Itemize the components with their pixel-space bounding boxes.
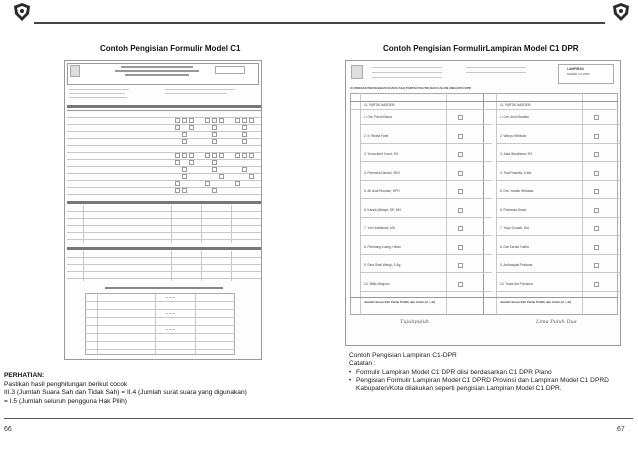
caption-heading: Contoh Pengisian Lampiran C1-DPR <box>349 352 457 359</box>
party-name-right: 11. PARTAI NASDEM <box>500 103 531 107</box>
caption-bullet: • Pengisian Formulir Lampiran Model C1 DPRD Provinsi dan Lampiran Model C1 DPRD Kabupaten/Kota dilakukan seperti pengisian Lampiran Model C1 DPR. <box>349 377 631 394</box>
vote-count-box <box>594 245 599 250</box>
vote-count-box <box>458 282 463 287</box>
caption-sub: Catatan : <box>349 360 376 368</box>
candidate-name: 4. Permana Daniari, SEH <box>364 170 400 175</box>
form-subtitle: IV. RINCIAN PEROLEHAN SUARA SAH PARTAI POLITIK DAN CALON ANGGOTA DPR <box>350 86 471 90</box>
form-c1-image: ~~~ ~~~ ~~~ <box>64 60 262 360</box>
candidate-name: 1. Drs. Andi Mardani <box>500 115 529 119</box>
candidate-row-line <box>360 161 492 162</box>
candidate-row-line <box>496 254 621 255</box>
lampiran-c1-dpr-image <box>345 60 621 346</box>
candidate-row-line <box>360 272 492 273</box>
vote-count-box <box>594 115 599 120</box>
handwritten-total-right: Lima Puluh Dua <box>536 319 577 325</box>
candidate-name: 2. Ir. Ristna Fanti <box>364 133 389 138</box>
attention-heading: PERHATIAN: <box>4 372 45 379</box>
vote-count-box <box>594 152 599 157</box>
candidate-row-line <box>360 198 492 199</box>
vote-count-box <box>594 226 599 231</box>
candidate-row-line <box>360 217 492 218</box>
vote-count-box <box>594 189 599 194</box>
footer-rule <box>4 418 319 419</box>
party-name-left: 11. PARTAI NASDEM <box>364 103 395 107</box>
candidate-name: 10. Tuahi Hia Purnama <box>500 281 533 286</box>
candidate-name: 3. Jaka Wardhana, SH <box>500 152 532 156</box>
candidate-name: 2. Wahyu Wibisido <box>500 133 527 138</box>
total-label-left: Jumlah Suara Sah Partai Politik dan Calon (A + B) <box>364 300 435 304</box>
candidate-name: 1. Drs. Pandi Rama <box>364 115 392 119</box>
caption <box>349 352 631 393</box>
candidate-name: 6. Karsia Widayu, SE, MH <box>364 207 401 212</box>
candidate-row-line <box>360 235 492 236</box>
candidate-row-line <box>496 217 621 218</box>
lampiran-label: LAMPIRAN <box>567 67 584 71</box>
lampiran-label-box <box>558 64 614 84</box>
candidate-name: 5. Ari Andi Rusman, DPH <box>364 189 400 193</box>
vote-count-box <box>458 171 463 176</box>
vote-count-box <box>594 134 599 139</box>
candidate-row-line <box>496 272 621 273</box>
page-number: 67 <box>617 426 625 433</box>
page-title: Contoh Pengisian FormulirLampiran Model C1 DPR <box>383 44 579 53</box>
candidate-name: 10. Willis Ningrum <box>364 281 390 286</box>
attention-line-2: III.3 (Jumlah Suara Sah dan Tidak Sah) = II.4 (Jumlah surat suara yang digunakan) <box>4 389 247 397</box>
model-label: MODEL C1-DPR <box>567 72 590 76</box>
attention-line-3: = I.5 (Jumlah seluruh pengguna Hak Pilih) <box>4 397 127 405</box>
caption-bullet: • Formulir Lampiran Model C1 DPR diisi berdasarkan C1 DPR Plano <box>349 369 631 377</box>
vote-count-box <box>594 282 599 287</box>
vote-count-box <box>458 152 463 157</box>
candidate-row-line <box>360 291 492 292</box>
candidate-name: 5. Drs. Yandar Wirasasi <box>500 189 534 193</box>
vote-count-box <box>458 189 463 194</box>
candidate-name: 8. Dwi Karnia Yudha <box>500 244 529 249</box>
vote-count-box <box>458 115 463 120</box>
header-rule <box>34 22 319 24</box>
page-title: Contoh Pengisian Formulir Model C1 <box>100 44 241 53</box>
vote-count-box <box>594 208 599 213</box>
vote-count-box <box>458 263 463 268</box>
candidate-row-line <box>496 198 621 199</box>
candidate-name: 4. Tirai Prasetia, A.Md <box>500 170 532 175</box>
candidate-name: 8. Pendiang Luang, Hidan <box>364 244 401 249</box>
candidate-row-line <box>496 180 621 181</box>
candidate-row-line <box>496 161 621 162</box>
candidate-row-line <box>496 143 621 144</box>
right-page <box>319 0 638 453</box>
candidate-row-line <box>496 291 621 292</box>
vote-count-box <box>594 263 599 268</box>
vote-count-box <box>594 171 599 176</box>
candidate-row-line <box>496 124 621 125</box>
candidate-name: 6. Putriansa Dewa <box>500 207 527 212</box>
header-rule <box>319 22 605 24</box>
candidate-row-line <box>360 180 492 181</box>
candidate-row-line <box>360 254 492 255</box>
candidate-name: 7. Yunl Irsttianani, MA <box>364 226 395 230</box>
handwritten-total-left: Tujuhpuluh <box>400 319 430 325</box>
candidate-row-line <box>496 235 621 236</box>
vote-count-box <box>458 226 463 231</box>
candidate-name: 7. Yugo Gunadi, Dsc <box>500 226 530 230</box>
footer-rule <box>319 418 633 419</box>
vote-count-box <box>458 134 463 139</box>
total-label-right: Jumlah Suara Sah Partai Politik dan Calon (A + B) <box>500 300 571 304</box>
candidate-row-line <box>360 143 492 144</box>
kpu-logo-icon <box>14 3 30 21</box>
caption-bullet-list <box>349 369 631 394</box>
candidate-name: 9. Dina Sirisi Wangi, S.Ag <box>364 263 401 267</box>
attention-note <box>4 372 316 406</box>
candidate-row-line <box>360 124 492 125</box>
candidate-name: 3. Yusra Arief Yusuf, SH <box>364 152 398 156</box>
page-number: 66 <box>4 426 12 433</box>
vote-count-box <box>458 208 463 213</box>
attention-line-1: Pastikan hasil penghitungan berikut cocok <box>4 380 128 388</box>
kpu-logo-icon <box>613 3 629 21</box>
candidate-name: 9. Ardiansyah Pratama <box>500 263 533 267</box>
vote-count-box <box>458 245 463 250</box>
